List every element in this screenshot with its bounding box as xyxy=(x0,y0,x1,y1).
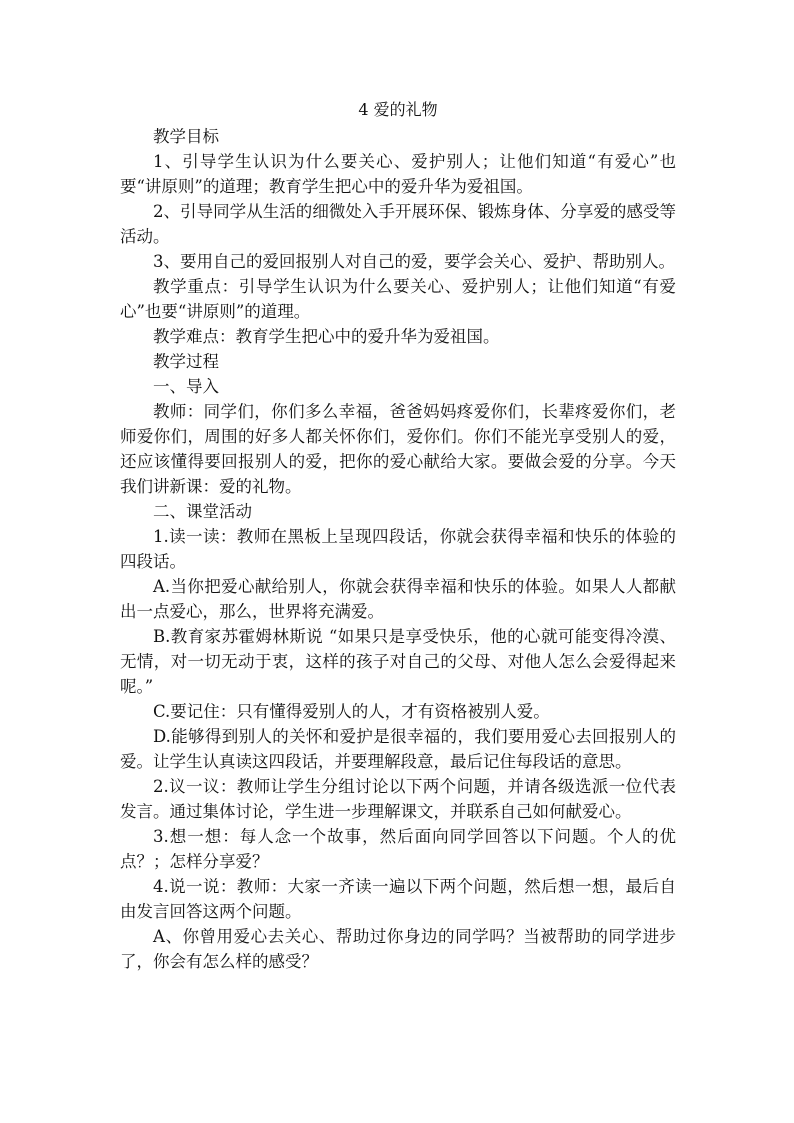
goal-3: 3、要用自己的爱回报别人对自己的爱，要学会关心、爱护、帮助别人。 xyxy=(153,252,675,271)
activity-4: 4.说一说：教师：大家一齐读一遍以下两个问题，然后想一想，最后自由发言回答这两个问题。 xyxy=(120,877,676,921)
heading-process: 教学过程 xyxy=(153,352,219,371)
passage-b: B.教育家苏霍姆林斯说 “如果只是享受快乐，他的心就可能变得冷漠、无情，对一切无动于衷，这样的孩子对自己的父母、对他人怎么会爱得起来呢。” xyxy=(120,627,676,696)
heading-goals: 教学目标 xyxy=(153,127,219,146)
passage-a: A.当你把爱心献给别人，你就会获得幸福和快乐的体验。如果人人都献出一点爱心，那么，世界将充满爱。 xyxy=(120,577,676,621)
page-title: 4 爱的礼物 xyxy=(358,100,438,119)
goal-1: 1、引导学生认识为什么要关心、爱护别人；让他们知道“有爱心”也要“讲原则”的道理；教育学生把心中的爱升华为爱祖国。 xyxy=(120,152,676,196)
document-page xyxy=(120,98,676,974)
activity-3: 3.想一想：每人念一个故事，然后面向同学回答以下问题。个人的优点？；怎样分享爱？ xyxy=(120,827,676,871)
activity-2: 2.议一议：教师让学生分组讨论以下两个问题，并请各级选派一位代表发言。通过集体讨论，学生进一步理解课文，并联系自己如何献爱心。 xyxy=(120,777,676,821)
passage-d: D.能够得到别人的关怀和爱护是很幸福的，我们要用爱心去回报别人的爱。让学生认真读这四段话，并要理解段意，最后记住每段话的意思。 xyxy=(120,727,676,771)
section-activities: 二、课堂活动 xyxy=(153,502,252,521)
key-point: 教学重点：引导学生认识为什么要关心、爱护别人；让他们知道“有爱心”也要“讲原则”的道理。 xyxy=(120,277,676,321)
activity-1: 1.读一读：教师在黑板上呈现四段话，你就会获得幸福和快乐的体验的四段话。 xyxy=(120,527,676,571)
section-intro: 一、导入 xyxy=(153,377,219,396)
difficult-point: 教学难点：教育学生把心中的爱升华为爱祖国。 xyxy=(153,327,500,346)
intro-text: 教师：同学们，你们多么幸福，爸爸妈妈疼爱你们，长辈疼爱你们，老师爱你们，周围的好多人都关怀你们，爱你们。你们不能光享受别人的爱，还应该懂得要回报别人的爱，把你的爱心献给大家。要做会爱的分享。今天我们讲新课：爱的礼物。 xyxy=(120,402,676,496)
question-a: A、你曾用爱心去关心、帮助过你身边的同学吗？当被帮助的同学进步了，你会有怎么样的感受？ xyxy=(120,927,676,971)
goal-2: 2、引导同学从生活的细微处入手开展环保、锻炼身体、分享爱的感受等活动。 xyxy=(120,202,676,246)
passage-c: C.要记住：只有懂得爱别人的人，才有资格被别人爱。 xyxy=(153,702,550,721)
